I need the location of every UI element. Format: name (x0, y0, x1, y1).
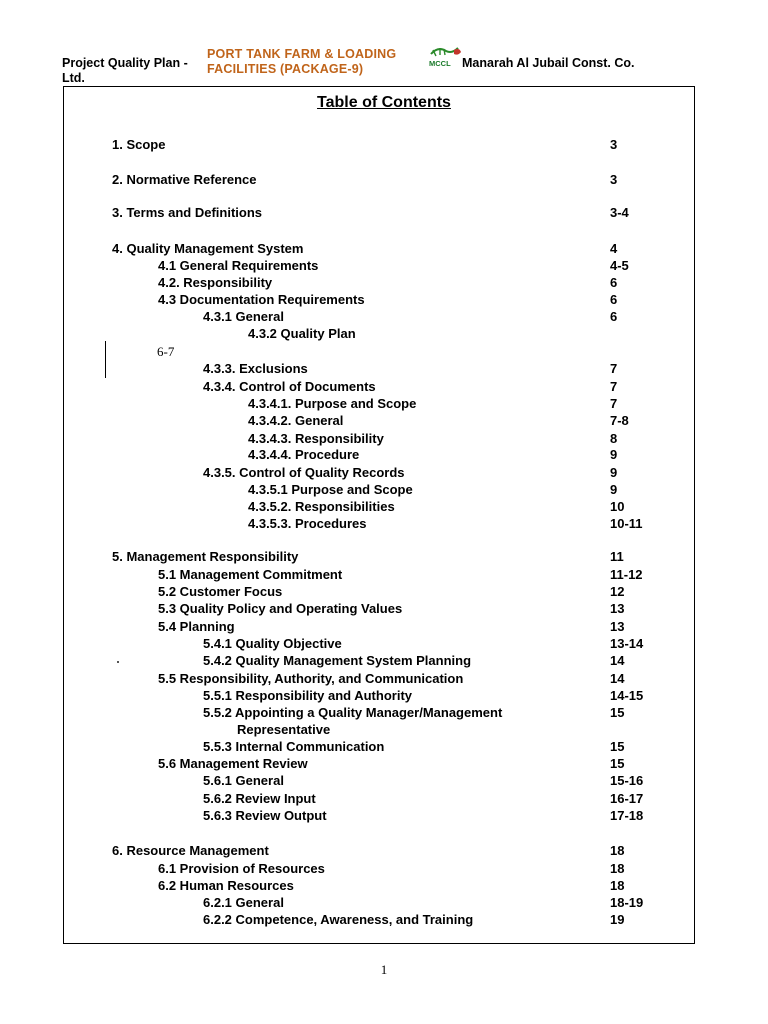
toc-entry-page: 18 (610, 843, 625, 858)
toc-entry-title: 4.3.4.3. Responsibility (248, 431, 384, 446)
toc-entry-page: 14 (610, 671, 625, 686)
toc-entry-page: 3-4 (610, 205, 629, 220)
toc-entry-page: 9 (610, 465, 618, 480)
toc-entry-page: 13-14 (610, 636, 644, 651)
toc-entry-page: 19 (610, 912, 625, 927)
toc-entry-title: 3. Terms and Definitions (112, 205, 263, 220)
toc-entry-page: 18-19 (610, 895, 644, 910)
toc-entry-title: 5.4.1 Quality Objective (203, 636, 342, 651)
toc-entry-title: 5.2 Customer Focus (158, 584, 283, 599)
toc-entry-title: 4.3 Documentation Requirements (158, 292, 365, 307)
toc-entry-title: 4.3.1 General (203, 309, 284, 324)
toc-entry-page: 3 (610, 172, 618, 187)
header-left-line2: Ltd. (62, 71, 85, 85)
toc-entry-title: 4.1 General Requirements (158, 258, 319, 273)
toc-entry-page: 11 (610, 549, 624, 564)
toc-title: Table of Contents (317, 94, 451, 111)
toc-entry-title: 5.6.2 Review Input (203, 791, 316, 806)
toc-entry-page: 7 (610, 379, 618, 394)
toc-entry-page: 15 (610, 705, 625, 720)
toc-entry-page: 12 (610, 584, 625, 599)
stray-page-number: 6-7 (157, 344, 175, 359)
toc-entry-page: 7-8 (610, 413, 629, 428)
toc-entry-title: 6.2.1 General (203, 895, 284, 910)
toc-entry-page: 17-18 (610, 808, 644, 823)
header-center-line2: FACILITIES (PACKAGE-9) (207, 62, 364, 76)
toc-entry-page: 14-15 (610, 688, 644, 703)
toc-entry-page: 7 (610, 361, 618, 376)
toc-entry-title: Representative (237, 722, 331, 737)
toc-entry-title: 5.6 Management Review (158, 756, 308, 771)
toc-entry-title: 4.3.4.2. General (248, 413, 344, 428)
toc-entry-page: 9 (610, 447, 618, 462)
toc-entry-title: 4.3.4.4. Procedure (248, 447, 360, 462)
toc-entry-title: 5.5.2 Appointing a Quality Manager/Management (203, 705, 503, 720)
toc-entry-title: 5.6.1 General (203, 773, 284, 788)
toc-entry-page: 6 (610, 309, 618, 324)
toc-entry-page: 13 (610, 601, 625, 616)
toc-entry-title: 4.3.5.3. Procedures (248, 516, 367, 531)
toc-entry-title: 4.3.5.1 Purpose and Scope (248, 482, 413, 497)
toc-entry-page: 16-17 (610, 791, 644, 806)
toc-entry-title: 5.5.3 Internal Communication (203, 739, 385, 754)
toc-entry-title: 4.3.3. Exclusions (203, 361, 308, 376)
footer-page-number: 1 (380, 962, 388, 977)
toc-entry-title: 4.3.2 Quality Plan (248, 326, 356, 341)
toc-entry-page: 15-16 (610, 773, 644, 788)
toc-entry-title: 6.2.2 Competence, Awareness, and Training (203, 912, 474, 927)
toc-entry-title: 4.3.5. Control of Quality Records (203, 465, 405, 480)
toc-entry-page: 3 (610, 137, 618, 152)
header-left-line1: Project Quality Plan - (62, 56, 188, 70)
toc-entry-page: 15 (610, 739, 625, 754)
toc-entry-title: 4.3.5.2. Responsibilities (248, 499, 395, 514)
toc-entry-title: 6. Resource Management (112, 843, 269, 858)
toc-entry-title: 5.4.2 Quality Management System Planning (203, 653, 472, 668)
toc-entry-page: 6 (610, 275, 618, 290)
toc-entry-page: 7 (610, 396, 618, 411)
toc-entry-title: 4.2. Responsibility (158, 275, 273, 290)
toc-entry-title: 5.5.1 Responsibility and Authority (203, 688, 412, 703)
toc-entry-title: 5.5 Responsibility, Authority, and Communication (158, 671, 464, 686)
header-company-name: Manarah Al Jubail Const. Co. (462, 56, 635, 70)
toc-entry-title: 2. Normative Reference (112, 172, 257, 187)
toc-entry-page: 10 (610, 499, 625, 514)
toc-entry-title: 6.2 Human Resources (158, 878, 294, 893)
toc-entry-title: 1. Scope (112, 137, 166, 152)
toc-entry-page: 13 (610, 619, 625, 634)
logo-text: MCCL (429, 59, 451, 68)
toc-entry-title: 5.4 Planning (158, 619, 235, 634)
toc-entry-page: 15 (610, 756, 625, 771)
toc-entry-page: 4 (610, 241, 618, 256)
toc-entry-page: 10-11 (610, 516, 643, 531)
header-center-line1: PORT TANK FARM & LOADING (207, 47, 397, 61)
toc-entry-page: 18 (610, 861, 625, 876)
toc-entry-page: 14 (610, 653, 625, 668)
text-cursor-mark (105, 341, 106, 378)
toc-entry-page: 8 (610, 431, 618, 446)
toc-entry-page: 4-5 (610, 258, 629, 273)
toc-entry-title: 5. Management Responsibility (112, 549, 299, 564)
toc-entry-page: 6 (610, 292, 618, 307)
stray-dot-mark (117, 661, 119, 663)
toc-entry-title: 4.3.4. Control of Documents (203, 379, 376, 394)
toc-entry-page: 11-12 (610, 567, 643, 582)
toc-entry-title: 4.3.4.1. Purpose and Scope (248, 396, 417, 411)
toc-entry-title: 5.1 Management Commitment (158, 567, 343, 582)
toc-entry-title: 5.3 Quality Policy and Operating Values (158, 601, 403, 616)
toc-entry-page: 18 (610, 878, 625, 893)
toc-entry-title: 6.1 Provision of Resources (158, 861, 325, 876)
toc-entry-title: 5.6.3 Review Output (203, 808, 327, 823)
toc-entry-page: 9 (610, 482, 618, 497)
toc-entry-title: 4. Quality Management System (112, 241, 304, 256)
